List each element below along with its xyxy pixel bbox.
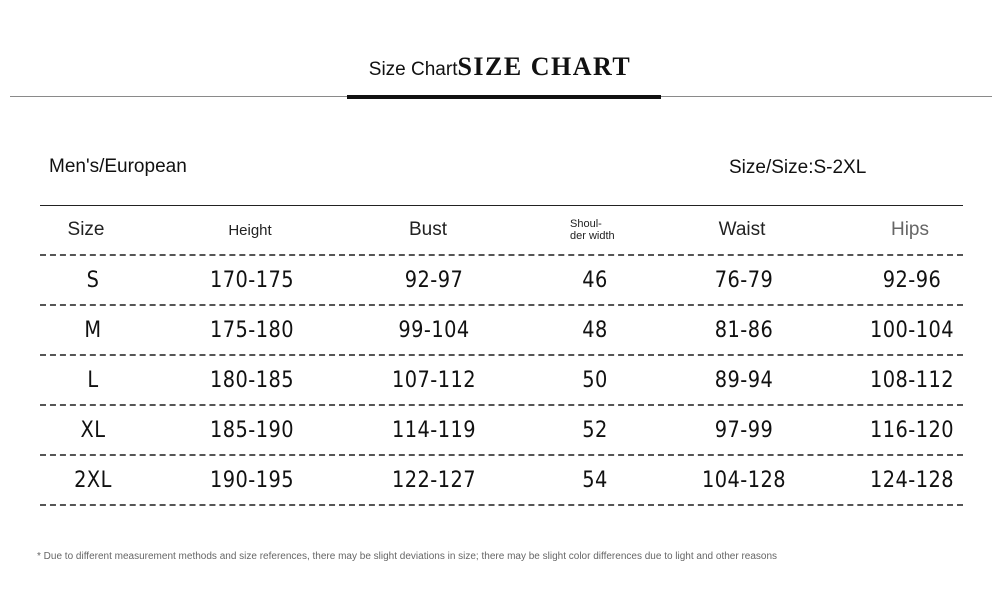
- cell-size: 2XL: [74, 467, 112, 493]
- cell-waist: 104-128: [702, 467, 786, 493]
- cell-height: 190-195: [210, 467, 294, 493]
- header-size: Size: [67, 219, 105, 240]
- header-shoulder-line1: Shoul-: [570, 218, 602, 230]
- cell-shoulder: 48: [582, 317, 608, 343]
- cell-size: XL: [80, 417, 106, 443]
- cell-size: L: [87, 367, 99, 393]
- table-row: [40, 456, 963, 506]
- title-rule-thick: [347, 95, 661, 99]
- cell-hips: 100-104: [870, 317, 954, 343]
- cell-height: 175-180: [210, 317, 294, 343]
- cell-shoulder: 50: [582, 367, 608, 393]
- table-row: [40, 256, 963, 306]
- table-row: [40, 306, 963, 356]
- cell-waist: 89-94: [714, 367, 774, 393]
- category-label: Men's/European: [49, 156, 187, 177]
- cell-shoulder: 52: [582, 417, 608, 443]
- cell-hips: 108-112: [870, 367, 954, 393]
- cell-hips: 124-128: [870, 467, 954, 493]
- page-title: [0, 52, 1000, 82]
- cell-bust: 92-97: [404, 267, 464, 293]
- title-big: SIZE CHART: [457, 52, 632, 81]
- cell-height: 180-185: [210, 367, 294, 393]
- cell-hips: 116-120: [870, 417, 954, 443]
- header-shoulder-width: [570, 206, 670, 254]
- header-shoulder-line2: der width: [570, 230, 615, 242]
- table-row: [40, 356, 963, 406]
- cell-height: 170-175: [210, 267, 294, 293]
- header-bust: Bust: [408, 219, 448, 240]
- header-height: Height: [228, 221, 272, 239]
- cell-shoulder: 46: [582, 267, 608, 293]
- header-waist: Waist: [718, 219, 766, 240]
- title-small: Size Chart: [368, 59, 458, 80]
- cell-hips: 92-96: [882, 267, 942, 293]
- size-range-label: Size/Size:S-2XL: [729, 157, 867, 178]
- cell-height: 185-190: [210, 417, 294, 443]
- cell-waist: 76-79: [714, 267, 774, 293]
- cell-waist: 97-99: [714, 417, 774, 443]
- cell-bust: 99-104: [398, 317, 470, 343]
- footnote: * Due to different measurement methods and size references, there may be slight deviations in size; there may be slight color differences due to light and other reasons: [37, 551, 778, 562]
- cell-bust: 107-112: [392, 367, 476, 393]
- cell-size: S: [86, 267, 100, 293]
- cell-shoulder: 54: [582, 467, 608, 493]
- table-header-row: [40, 206, 963, 256]
- cell-size: M: [84, 317, 102, 343]
- table-row: [40, 406, 963, 456]
- header-hips: Hips: [890, 219, 929, 240]
- row-separator: [40, 504, 963, 506]
- cell-bust: 122-127: [392, 467, 476, 493]
- cell-bust: 114-119: [392, 417, 476, 443]
- cell-waist: 81-86: [714, 317, 774, 343]
